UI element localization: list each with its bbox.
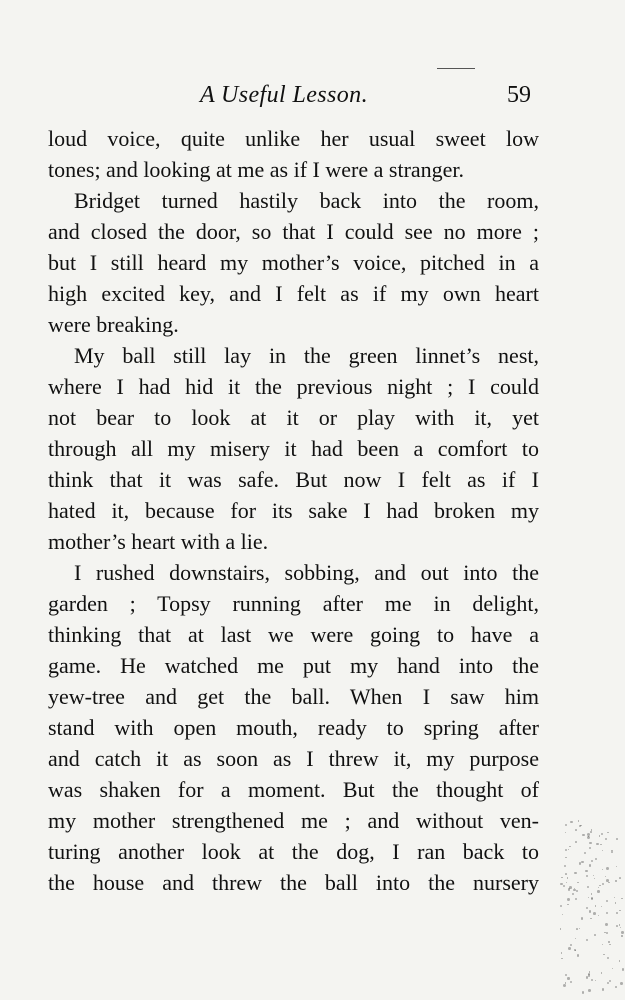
paper-speck <box>560 928 561 929</box>
paper-speck <box>619 910 620 911</box>
paper-speck <box>565 824 567 826</box>
paper-speck <box>607 982 609 984</box>
text-line: were breaking. <box>48 312 179 337</box>
paper-speck <box>595 980 596 981</box>
paper-speck <box>589 842 592 845</box>
paper-speck <box>607 957 609 959</box>
paper-speck <box>589 847 591 849</box>
paper-speck <box>561 877 563 879</box>
paper-speck <box>572 893 574 895</box>
paper-speck <box>578 820 580 822</box>
paper-speck <box>587 886 589 888</box>
paper-speck <box>600 844 601 845</box>
paper-speck <box>570 981 572 983</box>
paper-speck <box>602 883 604 885</box>
paper-speck <box>606 867 609 870</box>
paper-speck <box>615 986 617 988</box>
paper-speck <box>561 952 563 954</box>
text-line: garden ; Topsy running after me in delight, <box>48 591 539 616</box>
paper-speck <box>575 841 577 843</box>
paper-speck <box>601 972 602 973</box>
paper-speck <box>601 906 602 907</box>
paper-speck <box>575 898 577 900</box>
paper-speck <box>575 938 576 939</box>
text-line: My ball still lay in the green linnet’s nest, <box>74 343 539 368</box>
header-rule <box>437 68 475 69</box>
text-line: through all my misery it had been a comfort to <box>48 436 539 461</box>
text-line: turing another look at the dog, I ran back to <box>48 839 539 864</box>
paper-speck <box>591 893 592 894</box>
paper-speck <box>586 875 589 878</box>
paper-speck <box>570 821 573 824</box>
paper-speck <box>567 977 569 979</box>
paper-speck <box>581 917 583 919</box>
paper-speck <box>565 832 566 833</box>
paper-speck <box>605 923 608 926</box>
text-line: not bear to look at it or play with it, yet <box>48 405 539 430</box>
paper-speck <box>567 898 570 901</box>
paper-speck <box>601 833 603 835</box>
text-line: stand with open mouth, ready to spring after <box>48 715 539 740</box>
text-line: tones; and looking at me as if I were a stranger. <box>48 157 465 182</box>
paper-speck <box>588 989 591 992</box>
body-text <box>48 123 539 898</box>
paper-speck <box>609 980 611 982</box>
paper-speck <box>586 976 588 978</box>
paper-speck <box>565 982 566 983</box>
paper-speck <box>595 905 596 906</box>
paper-speck <box>621 931 624 934</box>
paper-speck <box>577 882 579 884</box>
paper-speck <box>563 885 565 887</box>
paper-speck <box>585 870 588 873</box>
paper-speck <box>570 944 572 946</box>
paper-speck <box>575 829 577 831</box>
paper-speck <box>621 898 622 899</box>
paper-speck <box>565 873 567 875</box>
paper-speck <box>606 932 608 934</box>
paper-speck <box>568 947 571 950</box>
paper-speck <box>569 846 571 848</box>
paper-speck <box>619 877 621 879</box>
paper-speck <box>606 900 608 902</box>
paper-speck <box>599 835 601 837</box>
paper-speck <box>615 902 616 903</box>
text-line: thinking that at last we were going to have a <box>48 622 539 647</box>
paper-speck <box>594 934 596 936</box>
text-line: Bridget turned hastily back into the room, <box>74 188 539 213</box>
paper-speck <box>582 834 585 837</box>
paper-speck <box>616 838 618 840</box>
text-line: the house and threw the ball into the nursery <box>48 870 539 895</box>
paper-speck <box>584 852 586 854</box>
paper-speck <box>589 864 592 867</box>
paper-speck <box>565 857 566 858</box>
paper-speck <box>589 910 592 913</box>
paper-speck <box>615 880 616 881</box>
paper-speck <box>593 875 594 876</box>
paper-speck <box>576 928 578 930</box>
paper-speck <box>561 958 563 960</box>
paper-speck <box>593 912 596 915</box>
paper-speck <box>586 939 588 941</box>
paper-speck <box>582 991 585 994</box>
text-line: my mother strengthened me ; and without ven- <box>48 808 539 833</box>
paper-speck <box>562 914 564 916</box>
paper-speck <box>616 912 618 914</box>
paper-speck <box>560 905 562 907</box>
paper-speck <box>605 838 607 840</box>
paper-speck <box>598 887 599 888</box>
paper-speck <box>574 872 577 875</box>
paper-speck <box>576 890 578 892</box>
running-title: A Useful Lesson. <box>200 82 368 108</box>
paper-speck <box>591 860 593 862</box>
paper-speck <box>607 832 609 834</box>
paper-speck <box>603 954 604 955</box>
text-line: I rushed downstairs, sobbing, and out into the <box>74 560 539 585</box>
paper-speck <box>620 927 622 929</box>
text-line: where I had hid it the previous night ; I could <box>48 374 539 399</box>
paper-speck <box>619 924 620 925</box>
paper-speck <box>577 954 580 957</box>
paper-speck <box>567 877 568 878</box>
paper-speck <box>609 944 611 946</box>
text-line: but I still heard my mother’s voice, pitched in a <box>48 250 539 275</box>
paper-speck <box>602 988 605 991</box>
paper-speck <box>594 878 595 879</box>
text-line: think that it was safe. But now I felt as if I <box>48 467 539 492</box>
paper-speck <box>602 944 603 945</box>
paper-speck <box>598 915 599 916</box>
paper-speck <box>568 849 569 850</box>
text-line: high excited key, and I felt as if my own heart <box>48 281 539 306</box>
paper-speck <box>620 982 623 985</box>
paper-speck <box>616 866 617 867</box>
paper-speck <box>606 879 609 882</box>
paper-speck <box>595 858 597 860</box>
paper-speck <box>579 928 580 929</box>
paper-speck <box>599 885 601 887</box>
paper-speck <box>586 907 588 909</box>
text-line: and closed the door, so that I could see no more ; <box>48 219 539 244</box>
text-line: yew-tree and get the ball. When I saw him <box>48 684 539 709</box>
paper-speck <box>565 974 567 976</box>
paper-speck <box>590 831 592 833</box>
paper-speck <box>621 935 622 936</box>
paper-speck <box>597 890 600 893</box>
paper-speck <box>596 843 598 845</box>
text-line: game. He watched me put my hand into the <box>48 653 539 678</box>
paper-speck <box>564 865 566 867</box>
paper-speck <box>581 861 583 863</box>
paper-speck <box>580 825 581 826</box>
paper-speck <box>566 882 567 883</box>
page-number: 59 <box>507 82 531 108</box>
paper-speck <box>606 912 608 914</box>
paper-speck <box>579 862 581 864</box>
paper-speck <box>616 925 618 927</box>
paper-speck <box>591 979 593 981</box>
paper-speck <box>589 971 590 972</box>
paper-speck <box>591 898 593 900</box>
paper-speck <box>602 850 603 851</box>
text-line: hated it, because for its sake I had broken my <box>48 498 539 523</box>
paper-speck <box>569 886 572 889</box>
paper-speck <box>567 904 569 906</box>
paper-speck <box>608 941 609 942</box>
paper-speck <box>602 869 603 870</box>
paper-speck <box>563 984 566 987</box>
paper-speck <box>565 849 567 851</box>
paper-speck <box>588 897 590 899</box>
paper-speck <box>614 897 615 898</box>
paper-speck <box>587 836 590 839</box>
text-line: loud voice, quite unlike her usual sweet low <box>48 126 539 151</box>
text-line: and catch it as soon as I threw it, my purpose <box>48 746 539 771</box>
text-line: was shaken for a moment. But the thought of <box>48 777 539 802</box>
paper-speck <box>622 968 625 971</box>
paper-speck <box>605 876 606 877</box>
paper-speck <box>619 960 621 962</box>
text-line: mother’s heart with a lie. <box>48 529 269 554</box>
paper-speck <box>611 851 613 853</box>
paper-speck <box>590 918 591 919</box>
paper-speck <box>612 968 613 969</box>
